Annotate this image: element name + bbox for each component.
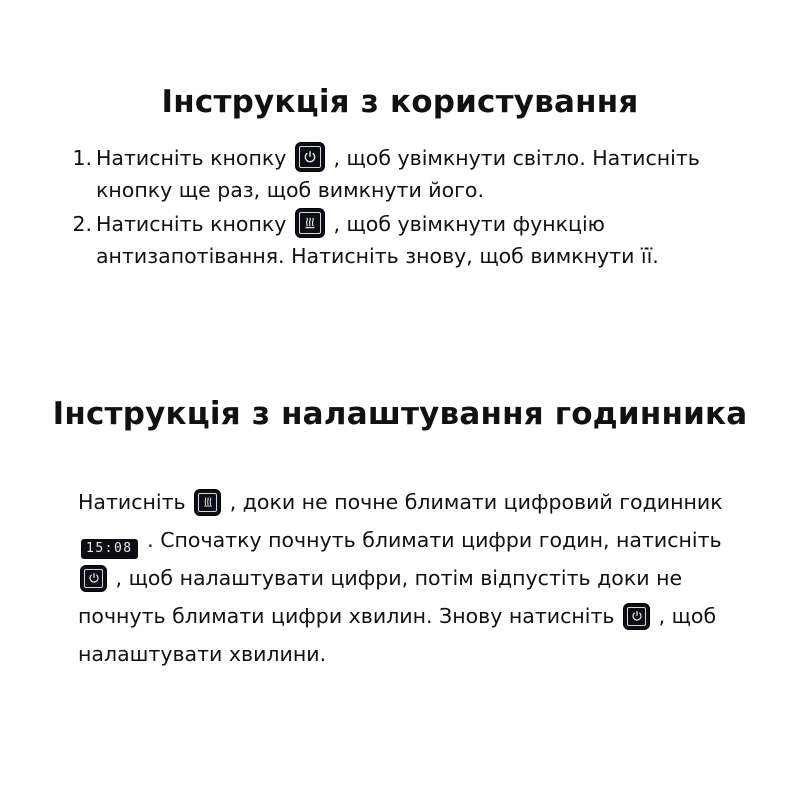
step-text-after-icon: , щоб увімкнути функцію антизапотівання. Натисніть знову, щоб вимкнути її. xyxy=(96,212,659,268)
power-button-icon xyxy=(81,566,106,591)
step-text-before-icon: Натисніть кнопку xyxy=(96,212,287,236)
clock-text-segment-4: , щоб налаштувати цифри, потім відпустіть доки не почнуть блимати цифри хвилин. Знову натисніть xyxy=(78,565,683,628)
step-number: 1. xyxy=(72,146,92,170)
digital-clock-display: 15:08 xyxy=(81,539,138,559)
clock-setup-paragraph xyxy=(78,483,754,673)
page-title-usage: Інструкція з користування xyxy=(161,83,639,120)
list-item xyxy=(70,142,760,206)
defog-button-icon xyxy=(296,209,324,237)
usage-steps-list xyxy=(70,142,760,274)
step-text-after-icon: , щоб увімкнути світло. Натисніть кнопку ще раз, щоб вимкнути його. xyxy=(96,146,700,202)
power-button-icon xyxy=(296,143,324,171)
clock-text-segment-5: , щоб налаштувати хвилини. xyxy=(78,603,717,666)
clock-text-segment-2: , доки не почне блимати цифровий годинник xyxy=(229,489,723,514)
clock-text-segment-1: Натисніть xyxy=(78,489,186,514)
defog-button-icon xyxy=(195,490,220,515)
page-title-clock-setup: Інструкція з налаштування годинника xyxy=(52,395,748,432)
step-text-before-icon: Натисніть кнопку xyxy=(96,146,287,170)
clock-text-segment-3: . Спочатку почнуть блимати цифри годин, натисніть xyxy=(147,527,722,552)
power-button-icon xyxy=(624,604,649,629)
step-number: 2. xyxy=(72,212,92,236)
list-item xyxy=(70,208,760,272)
